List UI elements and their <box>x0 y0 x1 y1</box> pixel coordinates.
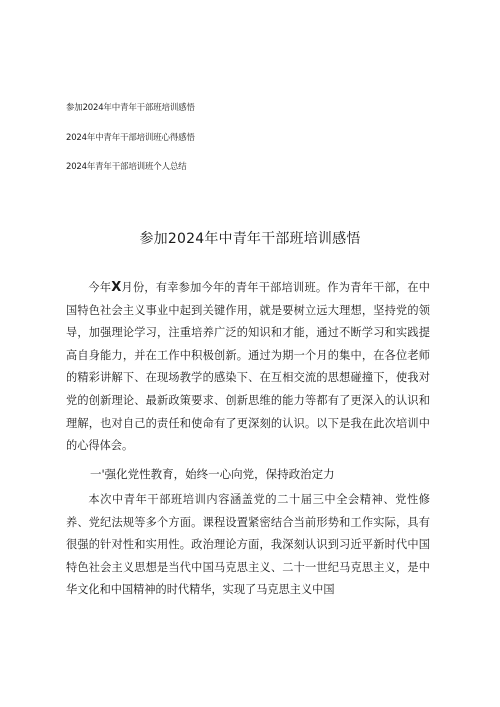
intro-lead: 今年 <box>88 281 112 294</box>
intro-paragraph <box>66 277 430 458</box>
section-paragraph: 本次中青年干部班培训内容涵盖党的二十届三中全会精神、党性修养、党纪法规等多个方面。课程设置紧密结合当前形势和工作实际，具有很强的针对性和实用性。政治理论方面，我深刻认识到习近平新时代中国特色社会主义思想是当代中国马克思主义、二十一世纪马克思主义，是中华文化和中国精神的时代精华，实现了马克思主义中国 <box>66 493 430 597</box>
toc-entry[interactable]: 2024年青年干部培训班个人总结 <box>66 162 187 172</box>
intro-rest: 月份，有幸参加今年的青年干部培训班。作为青年干部，在中国特色社会主义事业中起到关键作用，就是要树立远大理想，坚持党的领导，加强理论学习，注重培养广泛的知识和才能，通过不断学习和实践提高自身能力，并在工作中积极创新。通过为期一个月的集中，在各位老师的精彩讲解下、在现场教学的感染下、在互相交流的思想碰撞下，使我对党的创新理论、最新政策要求、创新思维的能力等都有了更深入的认识和理解，也对自己的责任和使命有了更深刻的认识。以下是我在此次培训中的心得体会。 <box>66 281 430 453</box>
document-title: 参加2024年中青年干部班培训感悟 <box>139 231 361 247</box>
toc-entry[interactable]: 2024年中青年干部培训班心得感悟 <box>66 133 195 143</box>
month-placeholder: X <box>111 280 122 295</box>
toc-entry[interactable]: 参加2024年中青年干部班培训感悟 <box>66 103 195 113</box>
section-heading: 一'强化党性教育，始终一心向党，保持政治定力 <box>90 467 335 481</box>
